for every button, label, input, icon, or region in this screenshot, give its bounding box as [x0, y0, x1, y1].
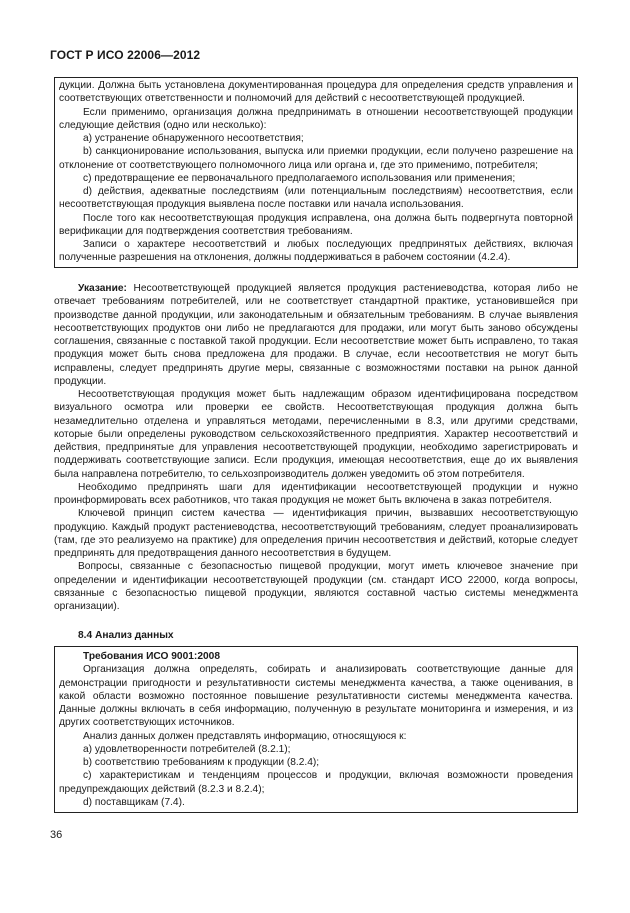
guidance-text — [54, 282, 578, 613]
box1-list-item-b: b) санкционирование использования, выпуска или приемки продукции, если получено разрешение на отклонение от соответствующего полномочного лица или органа и, где это применимо, потребителя; — [59, 146, 573, 171]
body-paragraph: Вопросы, связанные с безопасностью пищевой продукции, могут иметь ключевое значение при определении и идентификации несоответствующей продукции (см. стандарт ИСО 22000, когда вопросы, связанные с безопасностью пищевой продукции, являются составной частью системы менеджмента организации). — [54, 561, 578, 612]
box2-list-item-a: a) удовлетворенности потребителей (8.2.1); — [83, 743, 291, 755]
box1-paragraph: Если применимо, организация должна предпринимать в отношении несоответствующей продукции следующие действия (одно или несколько): — [59, 106, 573, 131]
note-label: Указание: — [78, 283, 127, 294]
guidance-note — [54, 282, 578, 388]
box1-paragraph: Записи о характере несоответствий и любых последующих предпринятых действиях, включая полученные разрешения на отклонения, должны поддерживаться в рабочем состоянии (4.2.4). — [59, 239, 573, 264]
box2-list-item-b: b) соответствию требованиям к продукции (8.2.4); — [83, 757, 320, 768]
box2-paragraph: Анализ данных должен представлять информацию, относящуюся к: — [83, 730, 407, 742]
box2-list-item-d: d) поставщикам (7.4). — [83, 796, 185, 808]
requirements-box — [54, 646, 578, 813]
page-number: 36 — [50, 829, 63, 841]
box2-list-item-c: c) характеристикам и тенденциям процессов и продукции, включая возможности проведения предупреждающих действий (8.2.3 и 8.2.4); — [59, 770, 573, 795]
box1-list-item-a: a) устранение обнаруженного несоответствия; — [83, 133, 304, 144]
box1-paragraph: После того как несоответствующая продукция исправлена, она должна быть подвергнута повторной верификации для подтверждения соответствия требованиям. — [59, 212, 573, 237]
requirements-title: Требования ИСО 9001:2008 — [83, 651, 220, 662]
body-paragraph: Необходимо предпринять шаги для идентификации несоответствующей продукции и нужно проинформировать всех работников, что такая продукция не может быть включена в заказ потребителя. — [54, 481, 578, 506]
body-paragraph: Несоответствующая продукция может быть надлежащим образом идентифицирована посредством визуального осмотра или проверки ее свойств. Несоответствующая продукция должна быть незамедлительно отделена и управляться методами, перечисленными в 8.3, или другими средствами, которые были определены руководством сельскохозяйственного предприятия. Характер несоответствий и действия, предпринятые для управления несоответствующей продукции, необходимо зарегистрировать и поддерживать соответствующие записи. Если продукция, имеющая несоответствия, еще до их выявления была направлена потребителю, то сельхозпроизводитель должен уведомить об этом потребителя. — [54, 389, 578, 480]
section-heading: 8.4 Анализ данных — [78, 630, 174, 641]
box1-list-item-c: c) предотвращение ее первоначального предполагаемого использования или применения; — [83, 172, 516, 184]
requirements-box-continued — [54, 77, 578, 268]
body-paragraph: Ключевой принцип систем качества — идентификация причин, вызвавших несоответствующую продукцию. Каждый продукт растениеводства, несоответствующий требованиям, следует проанализировать (там, где это реализуемо на практике) для определения причин несоответствия и действий, которые следует предпринять для предотвращения данного несоответствия в будущем. — [54, 508, 578, 559]
page-header: ГОСТ Р ИСО 22006—2012 — [50, 48, 201, 62]
note-text: Несоответствующей продукцией является продукция растениеводства, которая либо не отвечает требованиям потребителей, или не соответствует стандартной практике, установившейся при производстве данной продукции, или законодательным и обязательным требованиям. В случае выявления несоответствующих продуктов они либо не предлагаются для продажи, или могут быть заново обсуждены соглашения, связанные с поставкой такой продукции. Если несоответствие может быть исправлено, то такая продукция может быть снова предложена для продажи. В случае, если несоответствия не могут быть исправлены, следует предпринять другие меры, связанные с возможностями поставки на рынок данной продукции. — [54, 283, 578, 387]
box1-paragraph: дукции. Должна быть установлена документированная процедура для определения средств управления и соответствующих ответственности и полномочий для действий с несоответствующей продукцией. — [59, 80, 573, 105]
box1-list-item-d: d) действия, адекватные последствиям (или потенциальным последствиям) несоответствия, если несоответствующая продукция выявлена после поставки или начала использования. — [59, 186, 573, 211]
box2-paragraph: Организация должна определять, собирать и анализировать соответствующие данные для демонстрации пригодности и результативности системы менеджмента качества, а также оценивания, в какой области возможно постоянное повышение результативности системы менеджмента качества. Данные должны включать в себя информацию, полученную в результате мониторинга и измерения, и из других соответствующих источников. — [59, 664, 573, 729]
